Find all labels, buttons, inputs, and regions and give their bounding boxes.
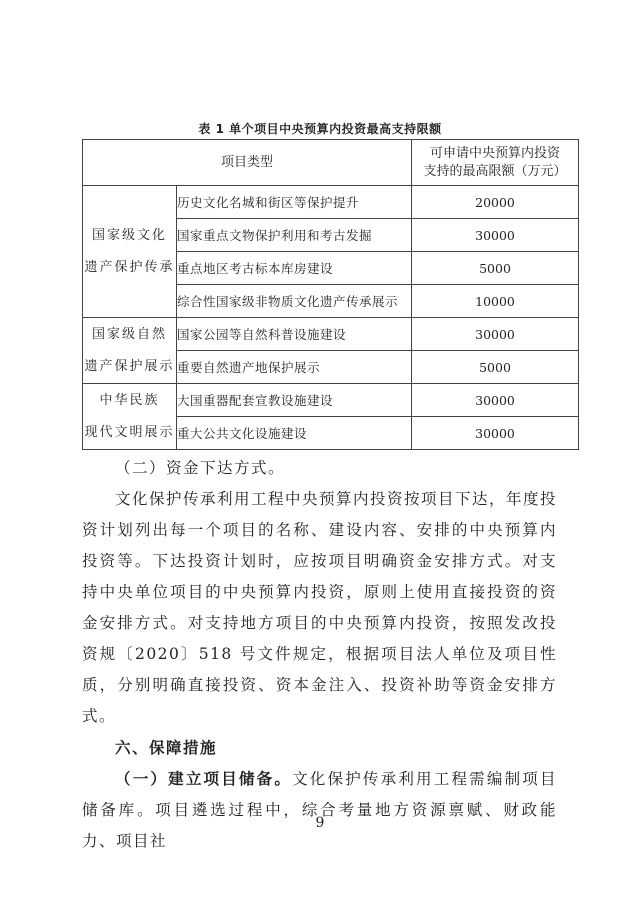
paragraph-funding: 文化保护传承利用工程中央预算内投资按项目下达，年度投资计划列出每一个项目的名称、建设内容、安排的中央预算内投资等。下达投资计划时，应按项目明确资金安排方式。对支持中央单位项目的中央预算内投资，原则上使用直接投资的资金安排方式。对支持地方项目的中央预算内投资，按照发改投资规〔2020〕518 号文件规定，根据项目法人单位及项目性质，分别明确直接投资、资本金注入、投资补助等资金安排方式。 — [82, 490, 558, 725]
value-cell: 30000 — [412, 318, 579, 351]
header-project-type: 项目类型 — [83, 140, 412, 186]
value-cell: 5000 — [412, 252, 579, 285]
item-cell: 重要自然遗产地保护展示 — [177, 351, 412, 384]
category-line2: 现代文明展示 — [84, 424, 175, 440]
item-cell: 重大公共文化设施建设 — [177, 417, 412, 450]
item-cell: 历史文化名城和街区等保护提升 — [177, 186, 412, 219]
paragraph-project-reserve-text: 文化保护传承利用工程需编制项目储备库。项目遴选过程中，综合考量地方资源禀赋、财政能力、项目社 — [82, 770, 557, 850]
category-cell — [83, 384, 177, 450]
body-text — [82, 453, 557, 857]
item-cell: 国家公园等自然科普设施建设 — [177, 318, 412, 351]
table-row — [83, 384, 579, 417]
header-max-limit-line1: 可申请中央预算内投资 — [430, 145, 561, 161]
category-line1: 国家级文化 — [91, 227, 167, 243]
subheading-project-reserve: （一）建立项目储备。 — [115, 769, 293, 788]
table-caption: 表 1 单个项目中央预算内投资最高支持限额 — [198, 122, 442, 136]
category-line1: 国家级自然 — [91, 326, 167, 342]
paragraph-project-reserve — [82, 763, 557, 857]
header-max-limit-line2: 支持的最高限额（万元） — [423, 163, 567, 179]
item-cell: 综合性国家级非物质文化遗产传承展示 — [177, 285, 412, 318]
value-cell: 5000 — [412, 351, 579, 384]
value-cell: 30000 — [412, 219, 579, 252]
category-line2: 遗产保护传承 — [84, 259, 175, 275]
section-heading-safeguards: 六、保障措施 — [115, 738, 218, 757]
value-cell: 10000 — [412, 285, 579, 318]
item-cell: 国家重点文物保护利用和考古发掘 — [177, 219, 412, 252]
header-max-limit — [412, 140, 579, 186]
value-cell: 30000 — [412, 384, 579, 417]
category-line1: 中华民族 — [99, 392, 160, 408]
table-row — [83, 186, 579, 219]
value-cell: 30000 — [412, 417, 579, 450]
value-cell: 20000 — [412, 186, 579, 219]
table-header-row — [83, 140, 579, 186]
table-row — [83, 318, 579, 351]
category-cell — [83, 186, 177, 318]
category-cell — [83, 318, 177, 384]
category-line2: 遗产保护展示 — [84, 358, 175, 374]
section-heading-funding: （二）资金下达方式。 — [115, 459, 286, 477]
page-number: 9 — [315, 815, 325, 831]
item-cell: 大国重器配套宣教设施建设 — [177, 384, 412, 417]
funding-limit-table — [82, 139, 579, 450]
item-cell: 重点地区考古标本库房建设 — [177, 252, 412, 285]
